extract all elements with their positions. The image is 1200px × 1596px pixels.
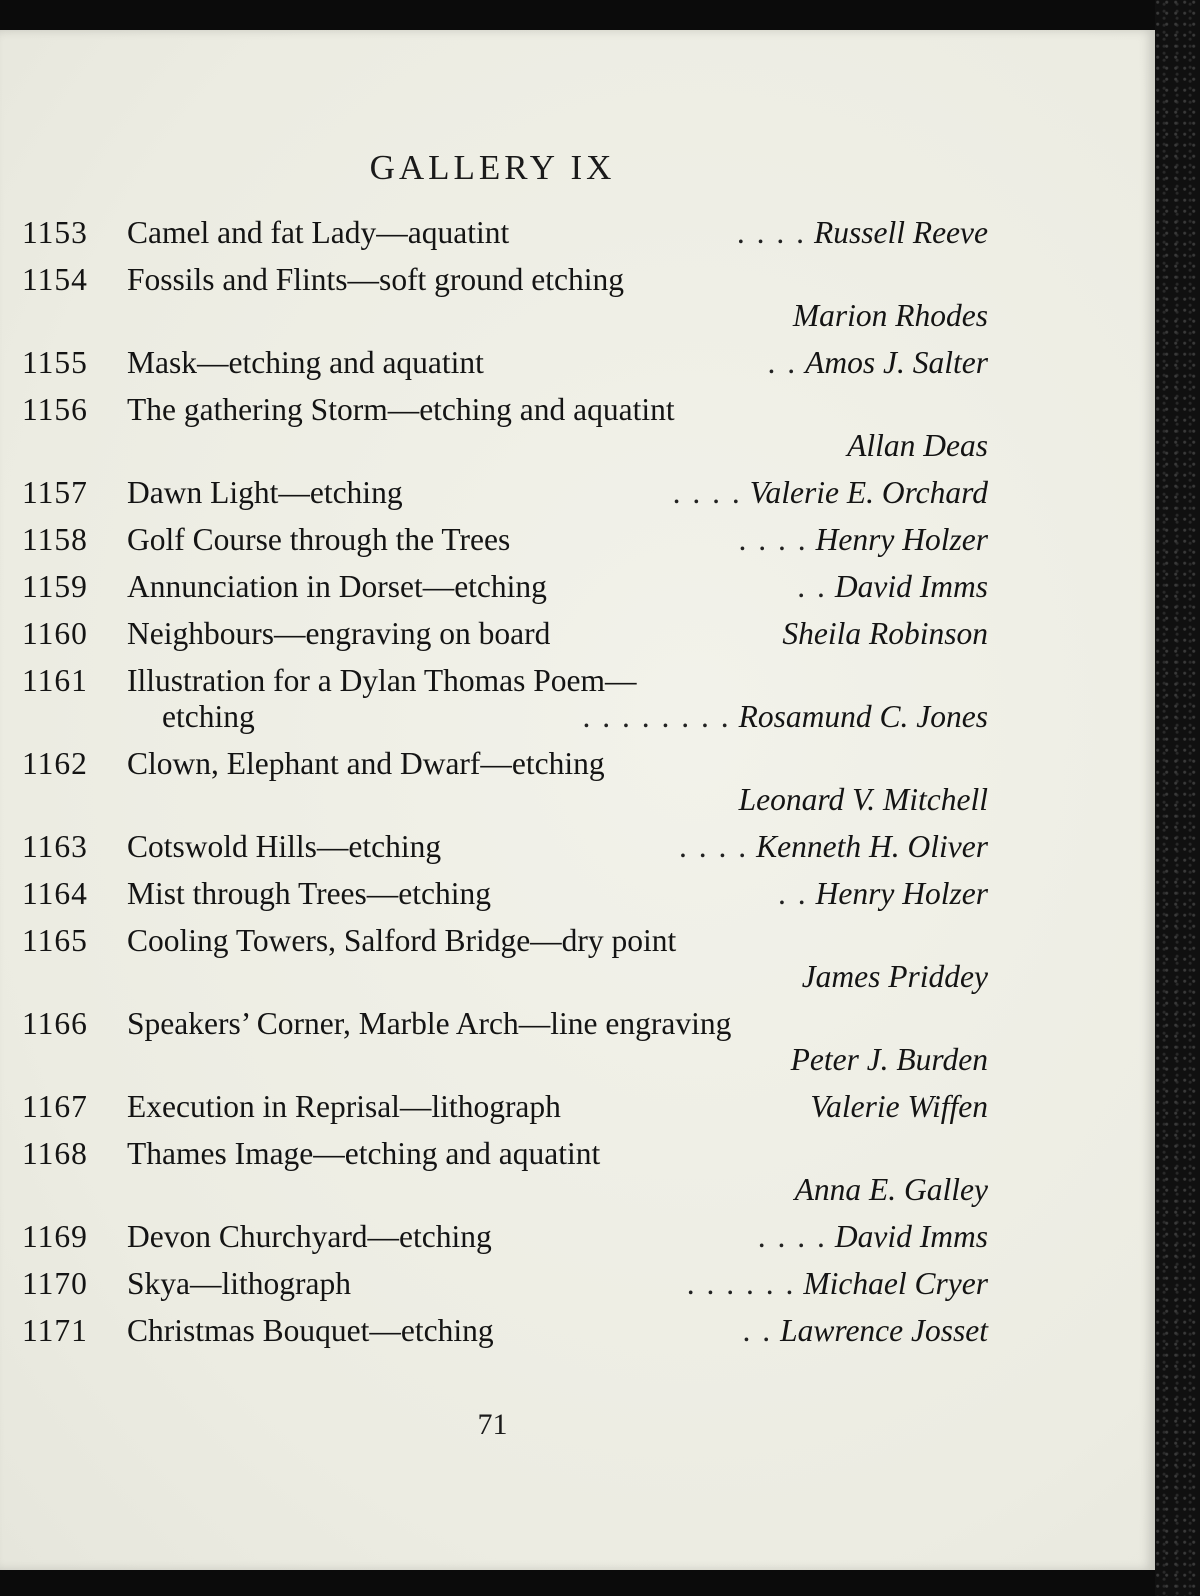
catalogue-page: [0, 30, 1155, 1570]
entry-title: Cotswold Hills—etching: [127, 829, 442, 864]
entry-line: [22, 1089, 988, 1125]
entry-title-continuation: etching: [162, 699, 255, 734]
catalogue-entry: [22, 262, 988, 334]
entry-title: Execution in Reprisal—lithograph: [127, 1089, 561, 1124]
catalogue-entry: [22, 1006, 988, 1078]
entry-line: [22, 923, 988, 959]
entry-line: [22, 1006, 988, 1042]
entry-title: The gathering Storm—etching and aquatint: [127, 392, 675, 427]
entry-title: Skya—lithograph: [127, 1266, 351, 1301]
entry-line: [22, 876, 988, 912]
entry-number: 1157: [22, 475, 88, 510]
entry-line: [22, 746, 988, 782]
entry-line: [22, 475, 988, 511]
entry-number: 1164: [22, 876, 88, 911]
leader-dots: . . . .: [672, 475, 742, 510]
entry-artist: David Imms: [834, 569, 988, 604]
entry-artist: Valerie Wiffen: [810, 1089, 988, 1124]
entry-title: Camel and fat Lady—aquatint: [127, 215, 510, 250]
entry-title: Annunciation in Dorset—etching: [127, 569, 547, 604]
entry-line: [22, 569, 988, 605]
entry-title: Christmas Bouquet—etching: [127, 1313, 494, 1348]
entry-number: 1155: [22, 345, 88, 380]
catalogue-entry: [22, 1313, 988, 1349]
entry-line: [22, 215, 988, 251]
entry-number: 1163: [22, 829, 88, 864]
entry-artist: Russell Reeve: [813, 215, 988, 250]
entry-title: Mask—etching and aquatint: [127, 345, 484, 380]
entry-artist: Anna E. Galley: [794, 1172, 988, 1207]
entry-line: [22, 829, 988, 865]
catalogue-entry: [22, 392, 988, 464]
entry-title: Golf Course through the Trees: [127, 522, 511, 557]
entry-artist: Sheila Robinson: [782, 616, 988, 651]
page-number: 71: [477, 1408, 508, 1441]
entry-line: [22, 616, 988, 652]
entry-number: 1156: [22, 392, 88, 427]
leader-dots: . . . .: [757, 1219, 827, 1254]
entry-title: Thames Image—etching and aquatint: [127, 1136, 601, 1171]
leader-dots: . . . .: [679, 829, 749, 864]
entry-line: [22, 345, 988, 381]
entry-line: [22, 522, 988, 558]
entry-title: Clown, Elephant and Dwarf—etching: [127, 746, 605, 781]
entry-number: 1167: [22, 1089, 88, 1124]
scan-border-right: [1155, 0, 1200, 1596]
catalogue-entry: [22, 663, 988, 735]
catalogue-entry: [22, 522, 988, 558]
entries-list: [22, 215, 988, 1360]
leader-dots: . . . .: [738, 522, 808, 557]
entry-title: Cooling Towers, Salford Bridge—dry point: [127, 923, 677, 958]
catalogue-entry: [22, 923, 988, 995]
entry-number: 1171: [22, 1313, 88, 1348]
entry-artist: Henry Holzer: [815, 522, 988, 557]
entry-title: Devon Churchyard—etching: [127, 1219, 492, 1254]
entry-title: Fossils and Flints—soft ground etching: [127, 262, 625, 297]
entry-number: 1170: [22, 1266, 88, 1301]
leader-dots: . .: [767, 345, 798, 380]
entry-artist: Valerie E. Orchard: [749, 475, 988, 510]
leader-dots: . .: [742, 1313, 773, 1348]
entry-artist: David Imms: [834, 1219, 988, 1254]
catalogue-entry: [22, 829, 988, 865]
entry-number: 1166: [22, 1006, 88, 1041]
entry-artist: Lawrence Josset: [780, 1313, 988, 1348]
entry-number: 1154: [22, 262, 88, 297]
catalogue-entry: [22, 215, 988, 251]
entry-number: 1159: [22, 569, 88, 604]
entry-title: Neighbours—engraving on board: [127, 616, 551, 651]
entry-artist: Kenneth H. Oliver: [756, 829, 988, 864]
entry-line: [22, 392, 988, 428]
entry-line: [22, 262, 988, 298]
entry-title: Mist through Trees—etching: [127, 876, 492, 911]
catalogue-entry: [22, 475, 988, 511]
catalogue-entry: [22, 746, 988, 818]
entry-line: [22, 1266, 988, 1302]
entry-title: Dawn Light—etching: [127, 475, 403, 510]
entry-number: 1168: [22, 1136, 88, 1171]
entry-artist: James Priddey: [801, 959, 988, 994]
catalogue-entry: [22, 616, 988, 652]
entry-line: [22, 1219, 988, 1255]
entry-line: [22, 1313, 988, 1349]
entry-number: 1161: [22, 663, 88, 698]
entry-line: [22, 663, 988, 699]
leader-dots: . .: [778, 876, 808, 911]
entry-number: 1160: [22, 616, 88, 651]
entry-artist: Allan Deas: [847, 428, 988, 463]
catalogue-entry: [22, 1136, 988, 1208]
entry-artist: Rosamund C. Jones: [738, 699, 988, 734]
entry-title: Speakers’ Corner, Marble Arch—line engraving: [127, 1006, 732, 1041]
catalogue-entry: [22, 876, 988, 912]
leader-dots: . .: [797, 569, 827, 604]
entry-number: 1158: [22, 522, 88, 557]
page-title: GALLERY IX: [369, 148, 616, 187]
entry-artist: Michael Cryer: [803, 1266, 988, 1301]
leader-dots: . . . .: [736, 215, 806, 250]
entry-title: Illustration for a Dylan Thomas Poem—: [127, 663, 637, 698]
entry-number: 1162: [22, 746, 88, 781]
entry-number: 1153: [22, 215, 88, 250]
entry-artist: Amos J. Salter: [805, 345, 988, 380]
entry-artist: Marion Rhodes: [792, 298, 988, 333]
catalogue-entry: [22, 1089, 988, 1125]
catalogue-entry: [22, 345, 988, 381]
entry-number: 1169: [22, 1219, 88, 1254]
catalogue-entry: [22, 1219, 988, 1255]
entry-continuation-line: [22, 699, 988, 735]
entry-line: [22, 1136, 988, 1172]
entry-artist: Leonard V. Mitchell: [738, 782, 988, 817]
catalogue-entry: [22, 569, 988, 605]
entry-artist: Peter J. Burden: [790, 1042, 988, 1077]
leader-dots: . . . . . . . .: [582, 699, 731, 734]
entry-number: 1165: [22, 923, 88, 958]
leader-dots: . . . . . .: [686, 1266, 796, 1301]
catalogue-entry: [22, 1266, 988, 1302]
entry-artist: Henry Holzer: [815, 876, 988, 911]
